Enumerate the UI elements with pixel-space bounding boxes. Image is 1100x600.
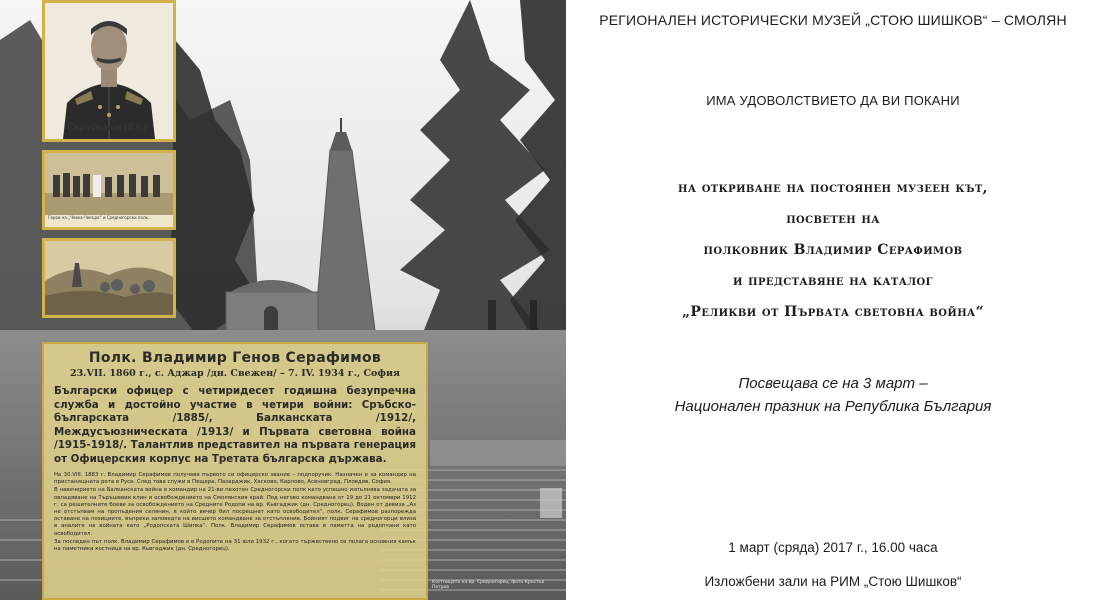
memorial-landscape-image — [45, 241, 173, 315]
invitation-honor: ИМА УДОВОЛСТВИЕТО ДА ВИ ПОКАНИ — [706, 93, 960, 108]
occasion-line: посветен на — [786, 211, 880, 227]
photo-credit: Костницата на вр. Средногорец, фото Кръстьо Петров — [432, 580, 545, 590]
biography-panel — [42, 342, 428, 600]
group-photo-caption: Герои на „Чевка-Чекъра“ и Средногорски полк... — [45, 215, 173, 227]
occasion-line: и представяне на каталог — [733, 273, 933, 289]
portrait-signature: Серафимов (Вл.) — [67, 123, 147, 133]
soldiers-group-image — [45, 153, 173, 215]
dedication-line: Посвещава се на 3 март – — [738, 375, 928, 392]
bio-summary: Български офицер с четиридесет годишна безупречна служба и достойно участие в четири войни: Сръбско-българската /1885/, Балканската /1912/, Междусъюзническата /1913/ и Първата световна война /1915-1918/. Талантлив представител на първата генерация от Офицерския корпус на Третата българска държава. — [54, 385, 416, 465]
bio-name: Полк. Владимир Генов Серафимов — [88, 350, 382, 366]
group-photo — [42, 150, 176, 230]
bio-paragraph: На 30.VIII. 1883 г. Владимир Серафимов получава първото си офицерско звание – подпоручик. Назначен е за командир на пристанищната рота в Русе. След това служи в Пещера, Пазарджик, Хасково, Карлово, Асеновград, Пловдив, София. — [54, 472, 416, 486]
bio-paragraph: За последен път полк. Владимир Серафимов е в Родопите на 31 юли 1932 г., когато тържествено се полага основния камък на паметника костница на вр. Кьвгаджик (дн. Средногорец). — [54, 538, 416, 553]
bio-paragraph: В навечерието на Балканската война е командир на 21-ви пехотен Средногорски полк като успешно изпълнява задачата за овладяване на Търъшевия клин и освобождението на Смолянския край. Под негово командване от 19 до 21 октомври 1912 г. са решителните боеве за освобождението на Средните Родопи на вр. Кьвгаджик (дн. Средногорец). Воден от девиза „Аз не отстъпвам на пропъдения селянин, в който вечер бил посрещнат като освободител“, полк. Серафимов разпорежда оставане на позициите, въпреки заповедта на висшето командване за отстъпление. Бойният подвиг на средногорци влиза в аналите на войната като „Родопската Шипка“. Полк. Владимир Серафимов остава в паметта на родопчани като освободител. — [54, 487, 416, 537]
bio-dates: 23.VII. 1860 г., с. Аджар /дн. Свежен/ – 7. IV. 1934 г., София — [69, 368, 401, 379]
occasion-line: на откриване на постоянен музеен кът, — [678, 180, 988, 196]
dedication-line: Национален празник на Република България — [674, 398, 992, 415]
portrait-photo — [42, 0, 176, 142]
memorial-photo — [42, 238, 176, 318]
officer-portrait-image — [45, 3, 173, 139]
museum-name: РЕГИОНАЛЕН ИСТОРИЧЕСКИ МУЗЕЙ „СТОЮ ШИШКОВ“ – СМОЛЯН — [599, 12, 1067, 28]
occasion-line: полковник Владимир Серафимов — [703, 242, 963, 258]
event-venue: Изложбени зали на РИМ „Стою Шишков“ — [704, 574, 962, 589]
invitation-panel — [566, 0, 1100, 600]
catalog-title: „Реликви от Първата световна война“ — [681, 304, 985, 320]
event-date-time: 1 март (сряда) 2017 г., 16.00 часа — [728, 540, 938, 555]
